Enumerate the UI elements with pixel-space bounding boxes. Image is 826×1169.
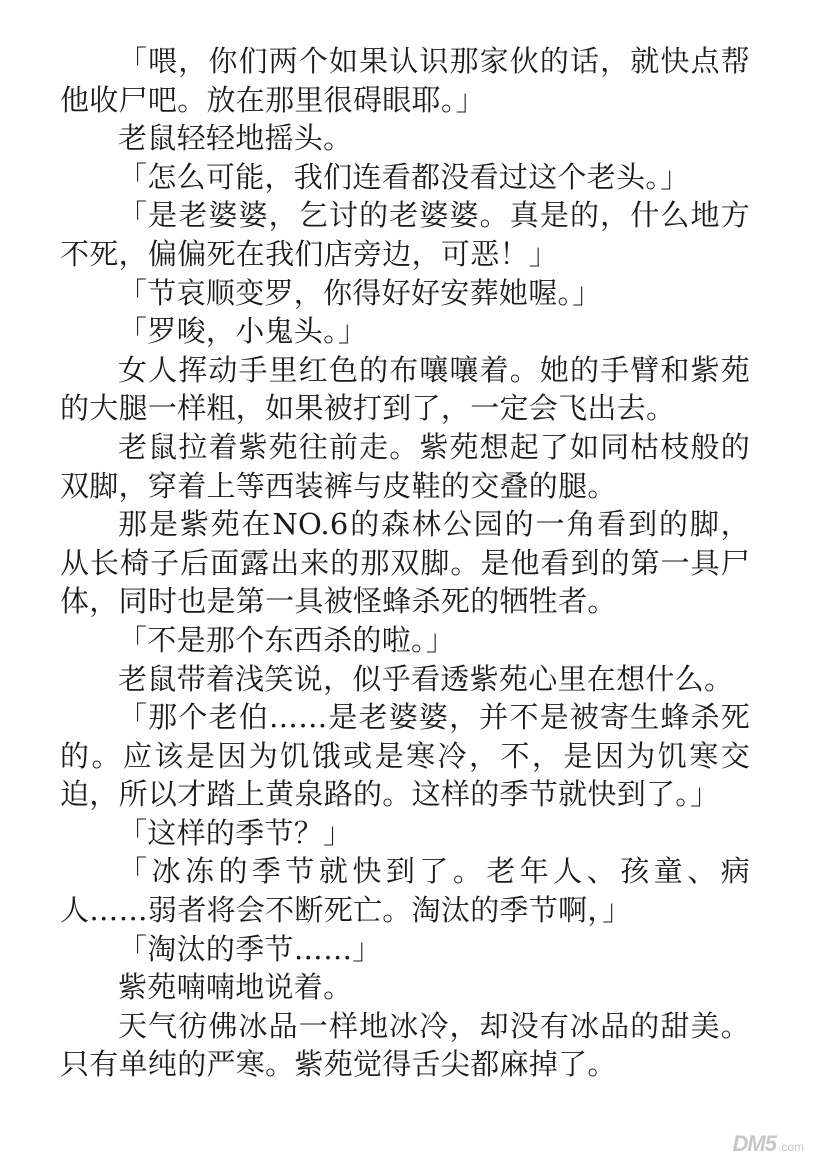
paragraph-14: 「冰冻的季节就快到了。老年人、孩童、病人……弱者将会不断死亡。淘汰的季节啊，」 <box>60 854 750 928</box>
paragraph-4: 「是老婆婆，乞讨的老婆婆。真是的，什么地方不死，偏偏死在我们店旁边，可恶！」 <box>60 198 750 271</box>
site-watermark <box>733 1131 804 1157</box>
paragraph-12: 「那个老伯……是老婆婆，并不是被寄生蜂杀死的。应该是因为饥饿或是寒冷，不，是因为饥寒交迫，所以才踏上黄泉路的。这样的季节就快到了。」 <box>60 700 750 812</box>
paragraph-16: 紫苑喃喃地说着。 <box>118 970 353 1005</box>
paragraph-17: 天气彷佛冰品一样地冰冷，却没有冰品的甜美。只有单纯的严寒。紫苑觉得舌尖都麻掉了。 <box>60 1008 750 1082</box>
paragraph-2: 老鼠轻轻地摇头。 <box>118 121 353 156</box>
paragraph-15: 「淘汰的季节……」 <box>118 931 382 966</box>
paragraph-1: 「喂，你们两个如果认识那家伙的话，就快点帮他收尸吧。放在那里很碍眼耶。」 <box>60 44 750 117</box>
paragraph-7: 女人挥动手里红色的布嚷嚷着。她的手臂和紫苑的大腿一样粗，如果被打到了，一定会飞出去。 <box>60 352 750 426</box>
paragraph-8: 老鼠拉着紫苑往前走。紫苑想起了如同枯枝般的双脚，穿着上等西装裤与皮鞋的交叠的腿。 <box>60 429 750 503</box>
paragraph-6: 「罗唆，小鬼头。」 <box>118 314 368 349</box>
paragraph-13: 「这样的季节？」 <box>118 815 353 850</box>
paragraph-3: 「怎么可能，我们连看都没看过这个老头。」 <box>118 159 690 194</box>
paragraph-11: 老鼠带着浅笑说，似乎看透紫苑心里在想什么。 <box>118 661 734 696</box>
paragraph-5: 「节哀顺变罗，你得好好安葬她喔。」 <box>118 275 602 310</box>
paragraph-9: 那是紫苑在NO.6的森林公园的一角看到的脚，从长椅子后面露出来的那双脚。是他看到的第一具尸体，同时也是第一具被怪蜂杀死的牺牲者。 <box>60 507 750 619</box>
paragraph-10: 「不是那个东西杀的啦。」 <box>118 622 456 657</box>
watermark-logo: DM5 <box>732 1131 776 1156</box>
text-body <box>60 42 750 1084</box>
watermark-suffix: .com <box>777 1140 804 1154</box>
